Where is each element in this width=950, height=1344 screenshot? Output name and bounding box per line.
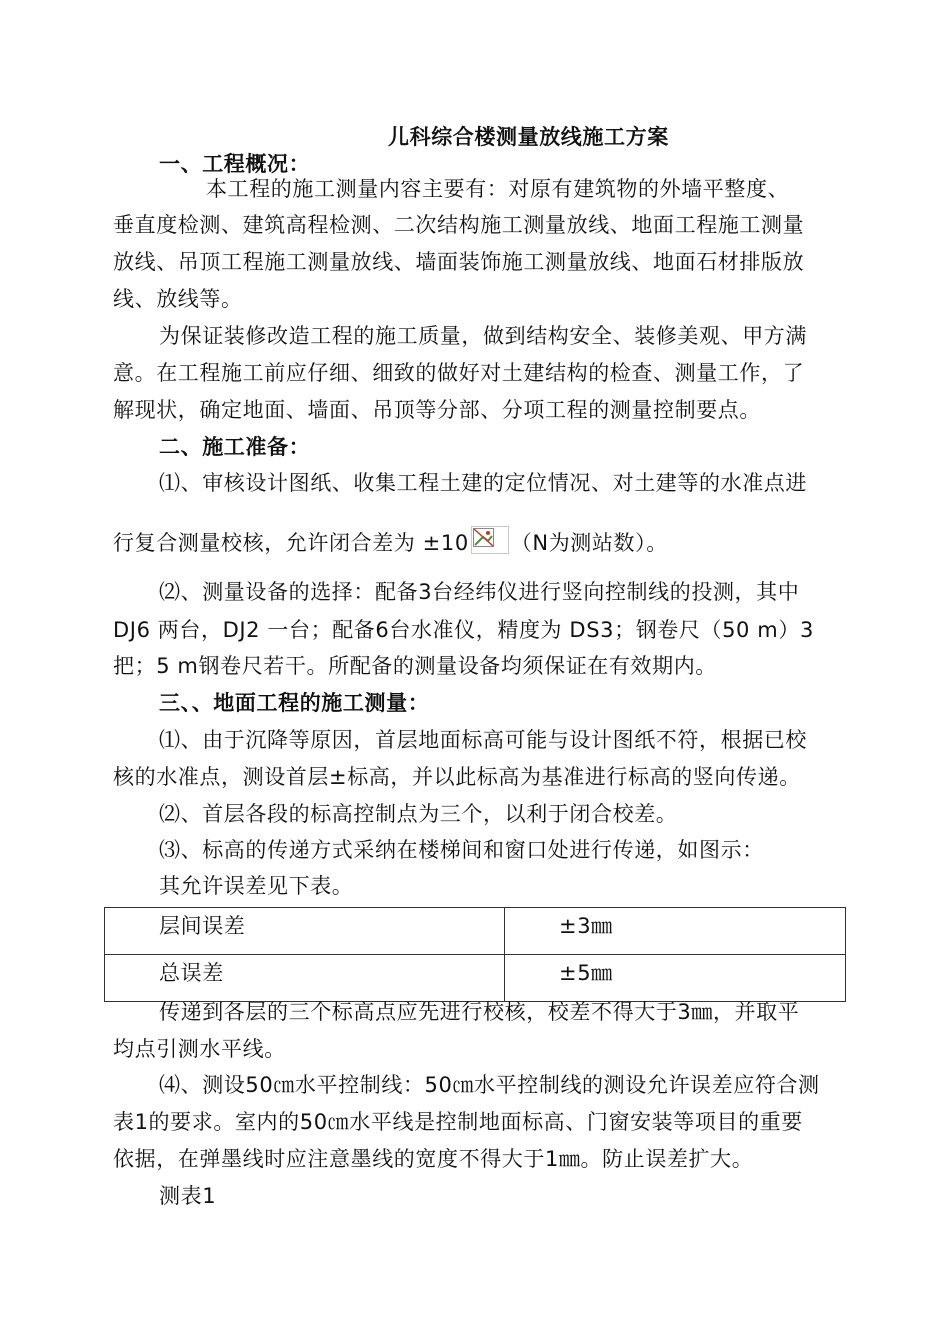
section-3-heading: 三、、地面工程的施工测量： [159,691,430,715]
table-row [105,955,846,1002]
closure-error-text: 行复合测量校核，允许闭合差为 ±10 [113,531,469,555]
section-2-item-2-line: DJ6 两台，DJ2 一台；配备6台水准仪，精度为 DS3；钢卷尺（50 m）3 [113,618,814,642]
table-intro: 其允许误差见下表。 [159,874,354,898]
section-2-item-1-line: ⑴、审核设计图纸、收集工程土建的定位情况、对土建等的水准点进 [159,471,807,495]
table-1-label: 测表1 [159,1184,217,1208]
after-table-line: 均点引测水平线。 [113,1037,286,1061]
section-2-heading: 二、施工准备： [159,435,311,459]
section-1-paragraph-1-line: 线、放线等。 [113,287,243,311]
section-3-item-4-line: ⑷、测设50㎝水平控制线：50㎝水平控制线的测设允许误差应符合测 [159,1073,820,1097]
section-1-paragraph-2-line: 意。在工程施工前应仔细、细致的做好对土建结构的检查、测量工作，了 [113,361,805,385]
table-cell-label: 层间误差 [105,908,505,955]
section-2-item-2-line: 把；5 m钢卷尺若干。所配备的测量设备均须保证在有效期内。 [113,654,717,678]
section-3-item-4-line: 表1的要求。室内的50㎝水平线是控制地面标高、门窗安装等项目的重要 [113,1110,803,1134]
section-3-item-3: ⑶、标高的传递方式采纳在楼梯间和窗口处进行传递，如图示： [159,838,764,862]
after-table-line: 传递到各层的三个标高点应先进行校核，校差不得大于3㎜，并取平 [159,1000,800,1024]
station-count-note: （N为测站数）。 [510,531,668,555]
section-3-item-1-line: ⑴、由于沉降等原因，首层地面标高可能与设计图纸不符，根据已校 [159,728,807,752]
section-2-item-1-line-2 [113,526,668,557]
tolerance-table [104,907,846,1002]
section-3-item-2: ⑵、首层各段的标高控制点为三个，以利于闭合校差。 [159,802,678,826]
section-1-heading: 一、工程概况： [159,152,311,176]
section-1-paragraph-1-line: 放线、吊顶工程施工测量放线、墙面装饰施工测量放线、地面石材排版放 [113,250,805,274]
section-1-paragraph-1-line: 垂直度检测、建筑高程检测、二次结构施工测量放线、地面工程施工测量 [113,213,805,237]
section-1-paragraph-2-line: 为保证装修改造工程的施工质量，做到结构安全、装修美观、甲方满 [159,324,807,348]
section-1-paragraph-1-line: 本工程的施工测量内容主要有：对原有建筑物的外墙平整度、 [206,177,790,201]
table-cell-value: ±5㎜ [505,955,846,1002]
section-1-paragraph-2-line: 解现状，确定地面、墙面、吊顶等分部、分项工程的测量控制要点。 [113,398,761,422]
table-cell-label: 总误差 [105,955,505,1002]
section-3-item-4-line: 依据，在弹墨线时应注意墨线的宽度不得大于1㎜。防止误差扩大。 [113,1147,754,1171]
table-row [105,908,846,955]
section-3-item-1-line: 核的水准点，测设首层±标高，并以此标高为基准进行标高的竖向传递。 [113,765,801,789]
section-2-item-2-line: ⑵、测量设备的选择：配备3台经纬仪进行竖向控制线的投测，其中 [159,580,800,604]
document-title: 儿科综合楼测量放线施工方案 [388,125,669,149]
table-cell-value: ±3㎜ [505,908,846,955]
formula-image-icon [471,526,509,554]
